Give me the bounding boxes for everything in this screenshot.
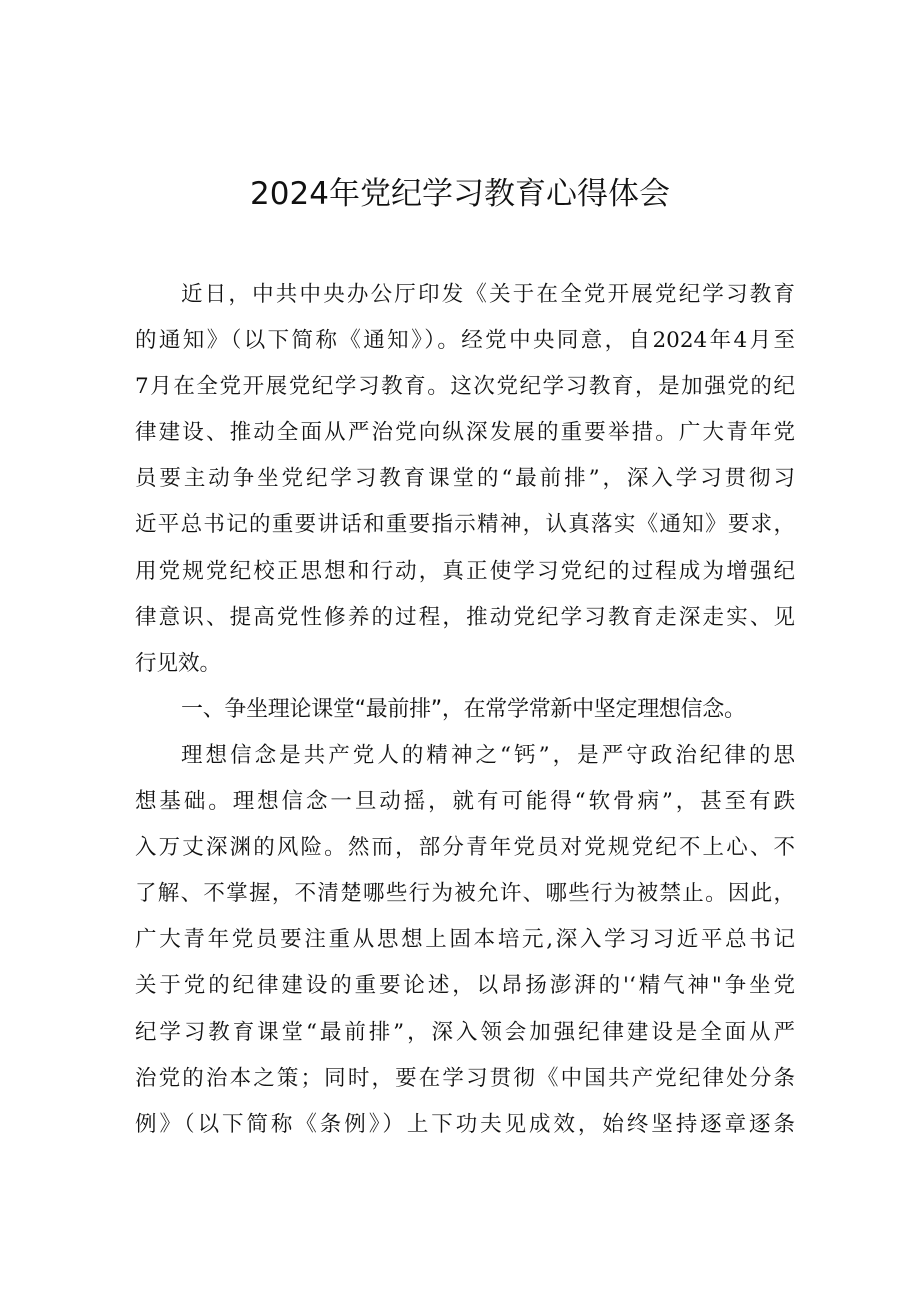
paragraph-intro — [135, 272, 795, 687]
paragraph-section-one — [135, 733, 795, 1148]
text-line: 用党规党纪校正思想和行动，真正使学习党纪的过程成为增强纪 — [135, 558, 795, 584]
text-line: 律建设、推动全面从严治党向纵深发展的重要举措。广大青年党 — [135, 420, 795, 446]
text-line: 例》（以下简称《条例》）上下功夫见成效，始终坚持逐章逐条 — [135, 1111, 795, 1137]
text-line: 的通知》（以下简称《通知》）。经党中央同意，自2024年4月至 — [135, 328, 795, 354]
text-line: 律意识、提高党性修养的过程，推动党纪学习教育走深走实、见 — [135, 604, 795, 630]
text-line: 行见效。 — [135, 650, 222, 676]
text-line: 关于党的纪律建设的重要论述，以昂扬澎湃的'‘精气神"争坐党 — [135, 973, 795, 999]
text-line: 治党的治本之策；同时，要在学习贯彻《中国共产党纪律处分条 — [135, 1065, 795, 1091]
text-line: 近平总书记的重要讲话和重要指示精神，认真落实《通知》要求， — [135, 512, 795, 538]
text-line: 理想信念是共产党人的精神之“钙”，是严守政治纪律的思 — [181, 742, 795, 768]
text-line: 员要主动争坐党纪学习教育课堂的“最前排”，深入学习贯彻习 — [135, 466, 795, 492]
document-body — [135, 272, 795, 1148]
text-line: 入万丈深渊的风险。然而，部分青年党员对党规党纪不上心、不 — [135, 835, 795, 861]
text-line: 近日，中共中央办公厅印发《关于在全党开展党纪学习教育 — [181, 282, 795, 307]
section-heading: 一、争坐理论课堂“最前排”，在常学常新中坚定理想信念。 — [181, 696, 746, 722]
text-line: 了解、不掌握，不清楚哪些行为被允许、哪些行为被禁止。因此， — [135, 881, 795, 907]
document-title: 2024年党纪学习教育心得体会 — [250, 176, 670, 212]
text-line: 想基础。理想信念一旦动摇，就有可能得“软骨病”，甚至有跌 — [135, 789, 795, 815]
text-line: 纪学习教育课堂“最前排”，深入领会加强纪律建设是全面从严 — [135, 1019, 795, 1045]
text-line: 广大青年党员要注重从思想上固本培元,深入学习习近平总书记 — [135, 927, 795, 953]
text-line: 7月在全党开展党纪学习教育。这次党纪学习教育，是加强党的纪 — [135, 374, 795, 400]
